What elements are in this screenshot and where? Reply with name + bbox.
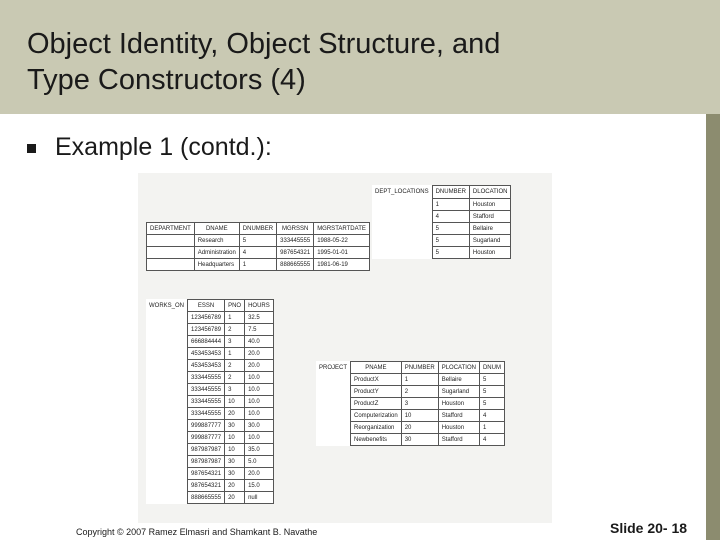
row-spacer	[147, 259, 195, 271]
table-cell: Stafford	[438, 410, 479, 422]
table-row	[316, 422, 504, 434]
table-cell: 1	[225, 348, 245, 360]
row-spacer	[146, 336, 188, 348]
table-cell: 35.0	[245, 444, 274, 456]
table-cell: 333445555	[188, 372, 225, 384]
table-cell: ProductX	[351, 374, 402, 386]
table-row	[147, 259, 370, 271]
table-row	[146, 324, 273, 336]
table-cell: Stafford	[438, 434, 479, 446]
table-cell: 123456789	[188, 312, 225, 324]
row-spacer	[146, 420, 188, 432]
column-header: PNAME	[351, 362, 402, 374]
table-cell: 888665555	[188, 492, 225, 504]
column-header: PNO	[225, 300, 245, 312]
table-cell: 2	[225, 360, 245, 372]
row-spacer	[146, 372, 188, 384]
table-cell: 2	[225, 324, 245, 336]
table-cell: ProductY	[351, 386, 402, 398]
table-cell: 20	[401, 422, 438, 434]
row-spacer	[316, 386, 351, 398]
table-cell: 888665555	[277, 259, 314, 271]
row-spacer	[372, 199, 432, 211]
table-cell: 4	[432, 211, 469, 223]
table-row	[146, 348, 273, 360]
table-row	[146, 456, 273, 468]
bullet-text: Example 1 (contd.):	[55, 133, 272, 161]
table-cell: 987987987	[188, 456, 225, 468]
table-cell: 20	[225, 492, 245, 504]
table-cell: 5.0	[245, 456, 274, 468]
row-spacer	[372, 211, 432, 223]
table-cell: 3	[225, 384, 245, 396]
table-cell: 999887777	[188, 420, 225, 432]
table-row	[146, 444, 273, 456]
slide-title-line-2: Type Constructors (4)	[27, 64, 306, 96]
row-spacer	[372, 235, 432, 247]
table-cell: Houston	[469, 199, 511, 211]
table-cell: Sugarland	[438, 386, 479, 398]
table-cell: 10	[225, 396, 245, 408]
table-cell: Computerization	[351, 410, 402, 422]
table-cell: Sugarland	[469, 235, 511, 247]
table-cell: 1988-05-22	[314, 235, 370, 247]
table-cell: Reorganization	[351, 422, 402, 434]
table-cell: Newbenefits	[351, 434, 402, 446]
column-header: DLOCATION	[469, 186, 511, 199]
table-cell: 333445555	[277, 235, 314, 247]
column-header: PLOCATION	[438, 362, 479, 374]
row-spacer	[146, 408, 188, 420]
table-cell: 453453453	[188, 360, 225, 372]
table-cell: 10.0	[245, 372, 274, 384]
table-cell: 999887777	[188, 432, 225, 444]
header-row	[316, 362, 504, 374]
table-cell: 1	[225, 312, 245, 324]
table-cell: 333445555	[188, 408, 225, 420]
table-cell: 10.0	[245, 384, 274, 396]
table-row	[146, 420, 273, 432]
row-spacer	[146, 480, 188, 492]
dept-locations-table	[372, 185, 511, 259]
table-cell: 987654321	[277, 247, 314, 259]
table-cell: Research	[194, 235, 239, 247]
table-row	[146, 336, 273, 348]
table-row	[372, 211, 511, 223]
table-cell: 5	[239, 235, 276, 247]
table-cell: Houston	[469, 247, 511, 259]
table-cell: 1	[239, 259, 276, 271]
table-cell: 5	[479, 374, 504, 386]
table-row	[372, 247, 511, 259]
column-header: PNUMBER	[401, 362, 438, 374]
table-cell: 32.5	[245, 312, 274, 324]
table-row	[146, 480, 273, 492]
row-spacer	[146, 384, 188, 396]
project-table	[316, 361, 505, 446]
row-spacer	[146, 444, 188, 456]
row-spacer	[146, 348, 188, 360]
table-row	[146, 468, 273, 480]
row-spacer	[146, 468, 188, 480]
table-row	[146, 492, 273, 504]
header-row	[147, 223, 370, 235]
column-header: HOURS	[245, 300, 274, 312]
table-cell: ProductZ	[351, 398, 402, 410]
bullet-square-icon	[27, 144, 36, 153]
table-cell: 15.0	[245, 480, 274, 492]
row-spacer	[146, 396, 188, 408]
table-cell: 10.0	[245, 396, 274, 408]
table-cell: 5	[479, 386, 504, 398]
header-row	[372, 186, 511, 199]
table-cell: 20	[225, 480, 245, 492]
table-row	[316, 374, 504, 386]
table-cell: 4	[479, 410, 504, 422]
title-band	[0, 0, 720, 114]
column-header: DNUM	[479, 362, 504, 374]
column-header: DNAME	[194, 223, 239, 235]
table-cell: 10	[225, 432, 245, 444]
table-cell: 10	[401, 410, 438, 422]
table-cell: 5	[432, 247, 469, 259]
table-cell: 4	[239, 247, 276, 259]
table-row	[372, 223, 511, 235]
table-cell: 333445555	[188, 384, 225, 396]
works-on-table	[146, 299, 274, 504]
table-row	[147, 247, 370, 259]
row-spacer	[146, 312, 188, 324]
table-cell: 1981-06-19	[314, 259, 370, 271]
column-header: DNUMBER	[432, 186, 469, 199]
row-spacer	[316, 374, 351, 386]
table-row	[316, 410, 504, 422]
relation-name: PROJECT	[316, 362, 351, 374]
table-cell: 5	[479, 398, 504, 410]
table-cell: 20.0	[245, 360, 274, 372]
column-header: DNUMBER	[239, 223, 276, 235]
table-row	[316, 434, 504, 446]
table-cell: 5	[432, 235, 469, 247]
row-spacer	[146, 492, 188, 504]
table-cell: 10.0	[245, 408, 274, 420]
table-row	[316, 398, 504, 410]
table-cell: 5	[432, 223, 469, 235]
table-cell: null	[245, 492, 274, 504]
table-row	[316, 386, 504, 398]
side-accent-bar	[706, 114, 720, 540]
column-header: MGRSSN	[277, 223, 314, 235]
row-spacer	[372, 247, 432, 259]
relation-name: DEPT_LOCATIONS	[372, 186, 432, 199]
table-row	[372, 199, 511, 211]
table-cell: 1995-01-01	[314, 247, 370, 259]
table-cell: Houston	[438, 422, 479, 434]
slide-title	[27, 26, 500, 98]
slide-title-line-1: Object Identity, Object Structure, and	[27, 28, 501, 60]
table-cell: Bellaire	[438, 374, 479, 386]
table-cell: 3	[225, 336, 245, 348]
table-cell: 2	[225, 372, 245, 384]
table-cell: Stafford	[469, 211, 511, 223]
table-row	[147, 235, 370, 247]
row-spacer	[316, 422, 351, 434]
table-cell: Administration	[194, 247, 239, 259]
table-row	[146, 312, 273, 324]
table-cell: 1	[479, 422, 504, 434]
table-row	[146, 384, 273, 396]
table-cell: 453453453	[188, 348, 225, 360]
column-header: ESSN	[188, 300, 225, 312]
table-cell: 2	[401, 386, 438, 398]
relation-name: DEPARTMENT	[147, 223, 195, 235]
table-cell: 30.0	[245, 420, 274, 432]
table-cell: 30	[225, 456, 245, 468]
table-cell: 333445555	[188, 396, 225, 408]
table-cell: 7.5	[245, 324, 274, 336]
table-cell: 30	[225, 468, 245, 480]
table-cell: 3	[401, 398, 438, 410]
row-spacer	[146, 324, 188, 336]
row-spacer	[146, 456, 188, 468]
table-row	[146, 408, 273, 420]
table-cell: 10.0	[245, 432, 274, 444]
relation-name: WORKS_ON	[146, 300, 188, 312]
table-cell: 123456789	[188, 324, 225, 336]
header-row	[146, 300, 273, 312]
table-cell: 20.0	[245, 468, 274, 480]
table-cell: 30	[225, 420, 245, 432]
table-row	[372, 235, 511, 247]
table-cell: 20.0	[245, 348, 274, 360]
table-cell: Houston	[438, 398, 479, 410]
slide-number: Slide 20- 18	[610, 520, 688, 536]
row-spacer	[316, 434, 351, 446]
table-cell: Headquarters	[194, 259, 239, 271]
table-cell: 40.0	[245, 336, 274, 348]
row-spacer	[146, 360, 188, 372]
row-spacer	[146, 432, 188, 444]
department-table	[146, 222, 370, 271]
table-cell: 1	[432, 199, 469, 211]
table-cell: 4	[479, 434, 504, 446]
row-spacer	[316, 398, 351, 410]
row-spacer	[147, 247, 195, 259]
table-cell: Bellaire	[469, 223, 511, 235]
table-row	[146, 432, 273, 444]
table-row	[146, 372, 273, 384]
table-cell: 1	[401, 374, 438, 386]
table-cell: 30	[401, 434, 438, 446]
table-cell: 987654321	[188, 468, 225, 480]
row-spacer	[316, 410, 351, 422]
table-row	[146, 360, 273, 372]
copyright-text: Copyright © 2007 Ramez Elmasri and Shamkant B. Navathe	[76, 527, 318, 537]
row-spacer	[372, 223, 432, 235]
table-cell: 666884444	[188, 336, 225, 348]
table-row	[146, 396, 273, 408]
row-spacer	[147, 235, 195, 247]
table-cell: 10	[225, 444, 245, 456]
column-header: MGRSTARTDATE	[314, 223, 370, 235]
table-cell: 987654321	[188, 480, 225, 492]
table-cell: 20	[225, 408, 245, 420]
table-cell: 987987987	[188, 444, 225, 456]
